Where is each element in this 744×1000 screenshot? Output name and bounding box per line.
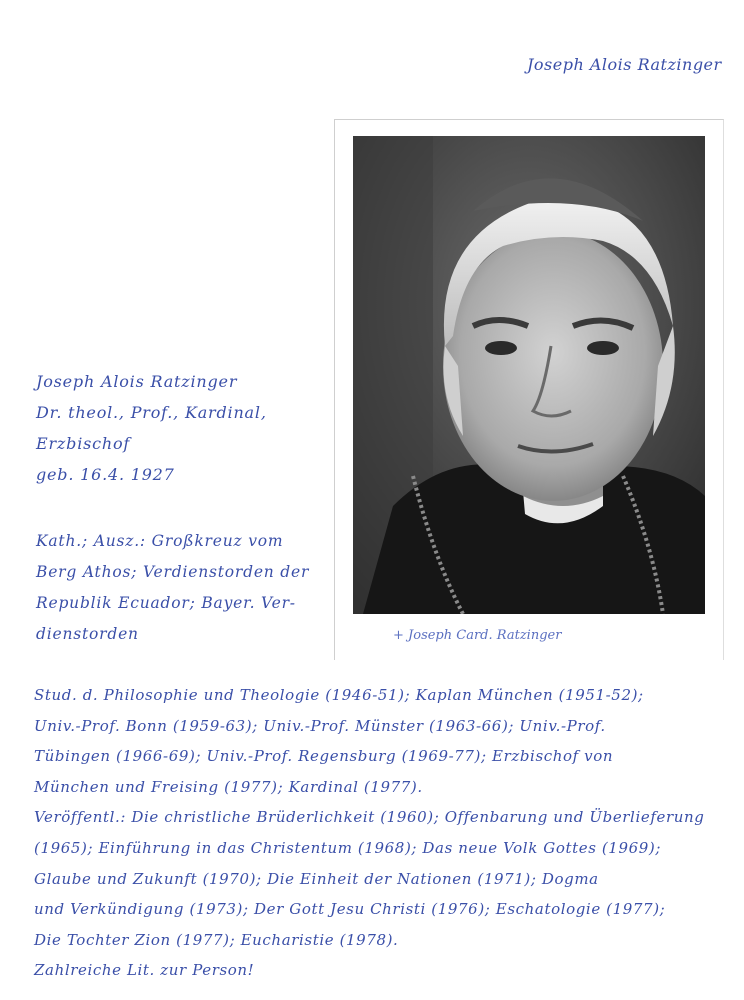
awards-line: Kath.; Ausz.: Großkreuz vom	[36, 532, 284, 550]
portrait-photo	[353, 136, 705, 614]
career-line: Stud. d. Philosophie und Theologie (1946-51); Kaplan München (1951-52);	[34, 686, 644, 704]
career-block	[34, 680, 734, 986]
autograph-signature: + Joseph Card. Ratzinger	[393, 628, 562, 643]
header-name: Joseph Alois Ratzinger	[527, 55, 722, 74]
profile-block	[36, 366, 267, 490]
awards-line: dienstorden	[36, 625, 139, 643]
career-line: Tübingen (1966-69); Univ.-Prof. Regensburg (1969-77); Erzbischof von	[34, 747, 614, 766]
career-line: Glaube und Zukunft (1970); Die Einheit der Nationen (1971); Dogma	[34, 869, 599, 888]
career-line: Die Tochter Zion (1977); Eucharistie (1978).	[34, 930, 399, 949]
career-line: Veröffentl.: Die christliche Brüderlichkeit (1960); Offenbarung und Überlieferung	[34, 808, 705, 827]
awards-line: Republik Ecuador; Bayer. Ver-	[36, 594, 296, 612]
career-line: und Verkündigung (1973); Der Gott Jesu Christi (1976); Eschatologie (1977);	[34, 900, 666, 919]
profile-birth: geb. 16.4. 1927	[36, 465, 175, 484]
portrait-image	[353, 136, 705, 614]
profile-titles: Dr. theol., Prof., Kardinal,	[36, 403, 267, 422]
career-line: Univ.-Prof. Bonn (1959-63); Univ.-Prof. Münster (1963-66); Univ.-Prof.	[34, 716, 606, 735]
profile-name: Joseph Alois Ratzinger	[36, 372, 238, 391]
portrait-card	[334, 119, 724, 660]
career-line: (1965); Einführung in das Christentum (1968); Das neue Volk Gottes (1969);	[34, 838, 661, 857]
awards-block	[36, 526, 309, 650]
career-line: München und Freising (1977); Kardinal (1977).	[34, 777, 423, 796]
career-line: Zahlreiche Lit. zur Person!	[34, 961, 255, 980]
profile-office: Erzbischof	[36, 434, 131, 453]
awards-line: Berg Athos; Verdienstorden der	[36, 563, 310, 581]
